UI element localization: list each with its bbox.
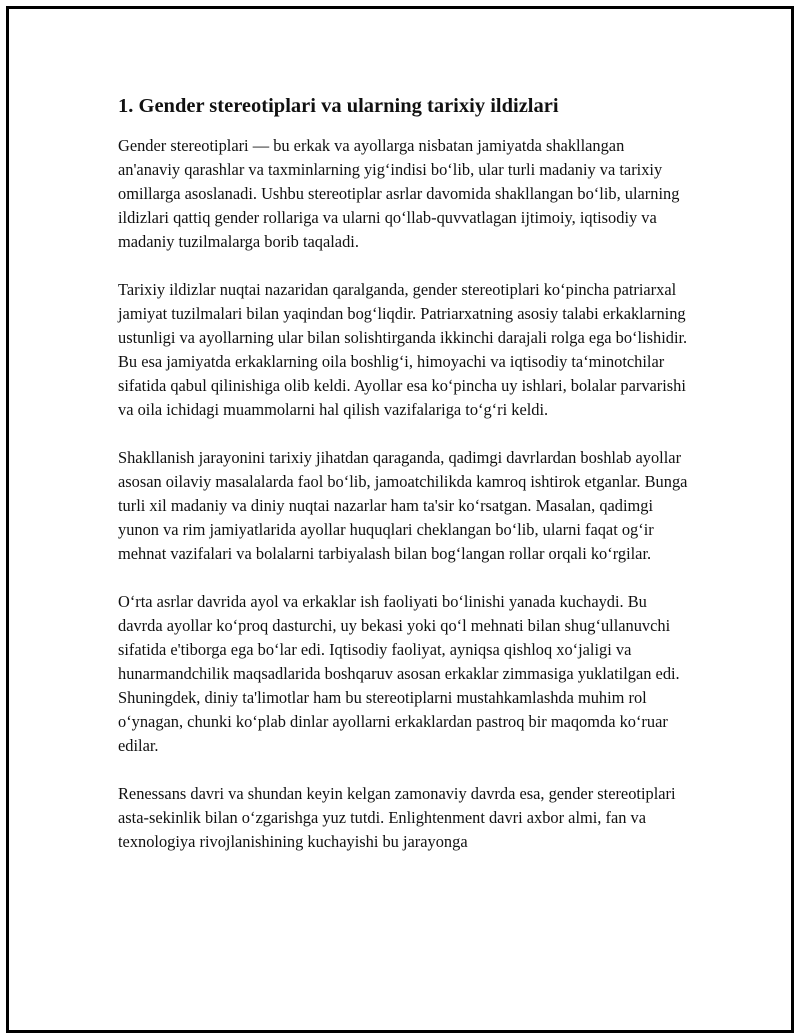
paragraph-1: Gender stereotiplari — bu erkak va ayollarga nisbatan jamiyatda shakllangan an'anaviy qarashlar va taxminlarning yig‘indisi bo‘lib, ular turli madaniy va tarixiy omillarga asoslanadi. Ushbu stereotiplar asrlar davomida shakllangan bo‘lib, ularning ildizlari qattiq gender rollariga va ularni qo‘llab-quvvatlagan ijtimoiy, iqtisodiy va madaniy tuzilmalarga borib taqaladi.: [118, 136, 680, 251]
paragraph-4: O‘rta asrlar davrida ayol va erkaklar ish faoliyati bo‘linishi yanada kuchaydi. Bu davrda ayollar ko‘proq dasturchi, uy bekasi yoki qo‘l mehnati bilan shug‘ullanuvchi sifatida e'tiborga ega bo‘lar edi. Iqtisodiy faoliyat, ayniqsa qishloq xo‘jaligi va hunarmandchilik maqsadlarida boshqaruv asosan erkaklar zimmasiga yuklatilgan edi. Shuningdek, diniy ta'limotlar ham bu stereotiplarni mustahkamlashda muhim rol o‘ynagan, chunki ko‘plab dinlar ayollarni erkaklardan pastroq bir maqomda ko‘ruar edilar.: [118, 592, 680, 755]
paragraph-3: Shakllanish jarayonini tarixiy jihatdan qaraganda, qadimgi davrlardan boshlab ayollar asosan oilaviy masalalarda faol bo‘lib, jamoatchilikda kamroq ishtirok etganlar. Bunga turli xil madaniy va diniy nuqtai nazarlar ham ta'sir ko‘rsatgan. Masalan, qadimgi yunon va rim jamiyatlarida ayollar huquqlari cheklangan bo‘lib, ularni faqat og‘ir mehnat vazifalari va bolalarni tarbiyalash bilan bog‘langan rollar orqali ko‘rgilar.: [118, 448, 688, 563]
paragraph-5: Renessans davri va shundan keyin kelgan zamonaviy davrda esa, gender stereotiplari asta-sekinlik bilan o‘zgarishga yuz tutdi. Enlightenment davri axbor almi, fan va texnologiya rivojlanishining kuchayishi bu jarayonga: [118, 784, 676, 851]
section-heading: 1. Gender stereotiplari va ularning tarixiy ildizlari: [118, 95, 559, 117]
document-body: [118, 92, 690, 854]
paragraph-2: Tarixiy ildizlar nuqtai nazaridan qaralganda, gender stereotiplari ko‘pincha patriarxal jamiyat tuzilmalari bilan yaqindan bog‘liqdir. Patriarxatning asosiy talabi erkaklarning ustunligi va ayollarning ular bilan solishtirganda ikkinchi darajali rolga ega bo‘lishidir. Bu esa jamiyatda erkaklarning oila boshlig‘i, himoyachi va iqtisodiy ta‘minotchilar sifatida qabul qilinishiga olib keldi. Ayollar esa ko‘pincha uy ishlari, bolalar parvarishi va oila ichidagi muammolarni hal qilish vazifalariga to‘g‘ri keldi.: [118, 280, 688, 419]
